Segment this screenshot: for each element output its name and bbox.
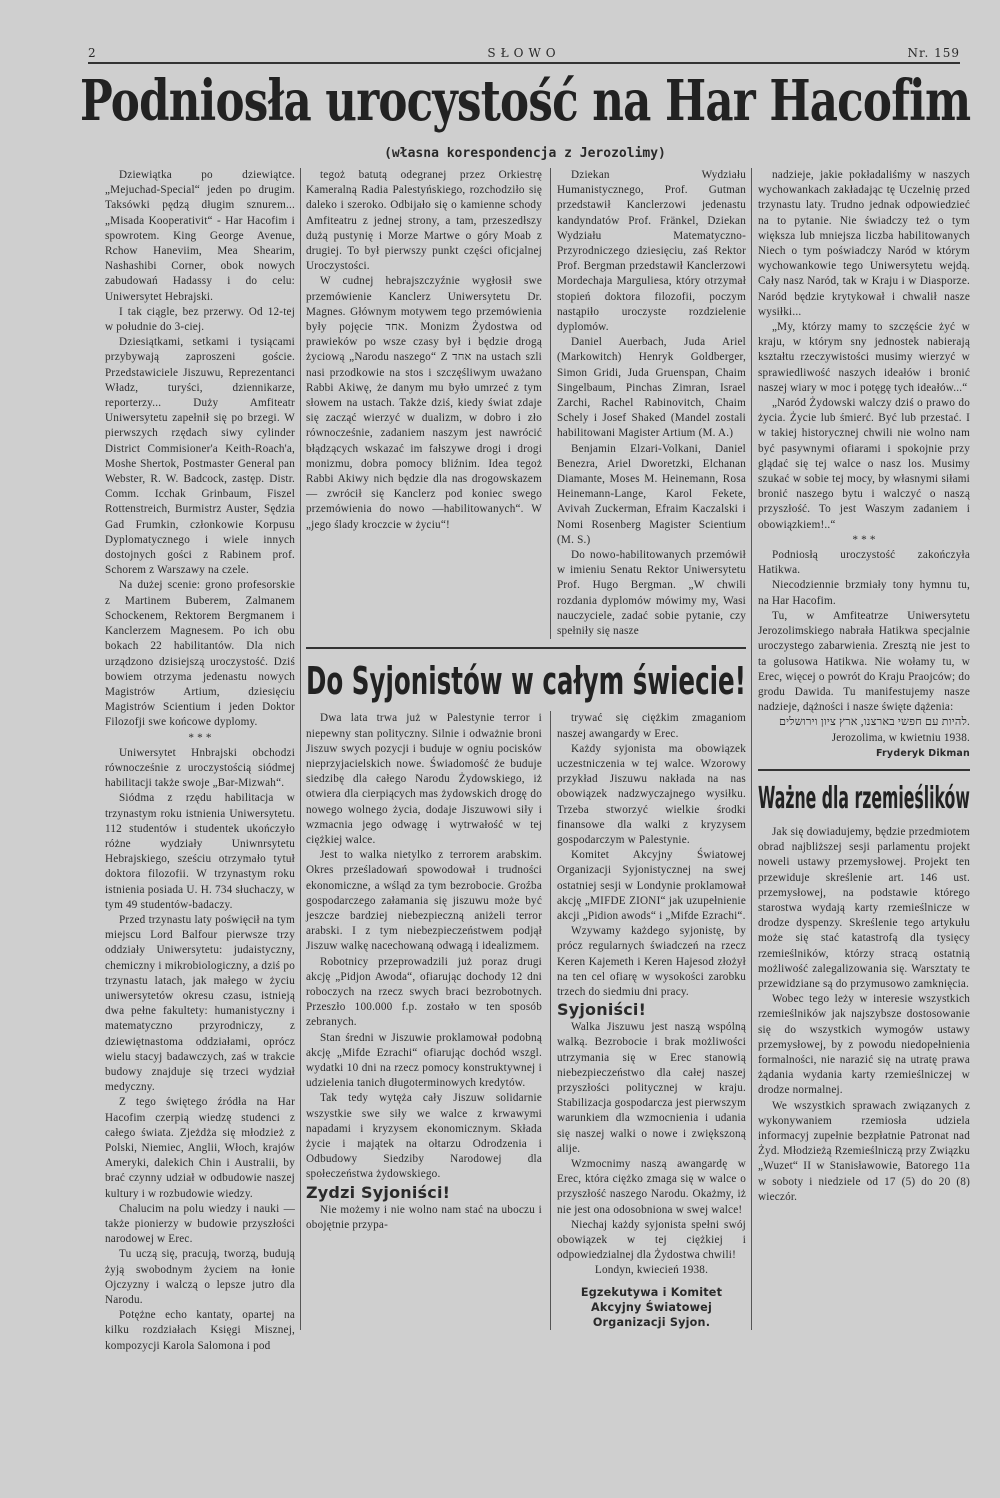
paragraph: Wzmocnimy naszą awangardę w Erec, która ciężko zmaga się w walce o przyszłość naszego Narodu. Okażmy, iż nie jest ona odosobniona w swej walce! xyxy=(557,1157,746,1216)
paragraph: Dziewiątka po dziewiątce. „Mejuchad-Special“ jeden po drugim. Taksówki pędzą długim sznurem... „Misada Kooperativit“ - Har Hacofim i spowrotem. King George Avenue, Rchow Haneviim, Mea Shearim, Nashashibi Corner, obok nowych zabudowań Hadassy i do celu: Uniwersytet Hebrajski. xyxy=(105,169,295,303)
paragraph: Przed trzynastu laty poświęcił na tym miejscu Lord Balfour pierwsze trzy oddziały Uniwersytetu: judaistyczny, chemiczny i mikrobiologiczny, a dziś po trzynastu latach, jak małego w życiu uniwersytetów okresu czasu, istnieją dwa pełne fakultety: humanistyczny i matematyczno przyrodniczy, z dziewiętnastoma oddziałami, oprócz wielu stacyj badawczych, zaś w trakcie budowy znajduje się trzeci wydział medyczny. xyxy=(105,913,295,1094)
paragraph: Do nowo-habilitowanych przemówił w imieniu Senatu Rektor Uniwersytetu Prof. Hugo Bergman. „W chwili rozdania dyplomów mówimy my, Wasi nauczyciele, zadać sobie pytanie, czy spełniły się nasze xyxy=(557,549,746,638)
crafts-headline: Ważne dla rzemieślików xyxy=(758,780,970,816)
paragraph: Daniel Auerbach, Juda Ariel (Markowitch) Henryk Goldberger, Simon Gridi, Juda Gruenspan, Chaim Singelbaum, Pinchas Zimran, Israel Zarchi, Rachel Rabinovitch, Chaim Schely i Josef Shaked (Mandel zostali habilitowani Magister Artium (M. A.) xyxy=(557,336,746,440)
paragraph: We wszystkich sprawach związanych z wykonywaniem rzemiosła udziela informacyj zupełnie bezpłatnie Patronat nad Żyd. Młodzieżą Rzemieślniczą przy Związku „Wuzet“ II w Stanisławowie, Batorego 11a w soboty i niedziele od 17 (5) do 20 (8) wieczór. xyxy=(758,1099,970,1203)
paragraph: tegoż batutą odegranej przez Orkiestrę Kameralną Radia Palestyńskiego, rozchodziło się daleko i szeroko. Odbijało się o kamienne schody Amfiteatru z jednej strony, a tam, przeszedłszy dużą pustynię i Morze Martwe o góry Moab z drugiej. To był pierwszy punkt części oficjalnej Uroczystości. xyxy=(306,169,542,273)
right-column xyxy=(758,168,970,1205)
paragraph: * * * xyxy=(852,533,876,546)
paragraph: Londyn, kwiecień 1938. xyxy=(594,1264,709,1277)
signature: Egzekutywa i Komitet Akcyjny Światowej Organizacji Syjon. xyxy=(580,1285,723,1330)
paragraph: Fryderyk Dikman xyxy=(875,747,970,759)
newspaper-name: SŁOWO xyxy=(487,46,561,60)
paragraph: Niechaj każdy syjonista spełni swój obowiązek w tej ciężkiej i odpowiedzialnej dla Żydostwa chwili! xyxy=(557,1218,746,1262)
paragraph: Niecodziennie brzmiały tony hymnu tu, na Har Hacofim. xyxy=(758,579,970,607)
section-rule xyxy=(758,769,970,771)
paragraph: „My, którzy mamy to szczęście żyć w kraju, w którym sny jednostek nabierają kształtu rzeczywistości musimy wierzyć w sprawiedliwość naszych ideałów i bronić naszej wiary w moc i potęgę tych ideałów...“ xyxy=(758,321,970,394)
paragraph: Na dużej scenie: grono profesorskie z Martinem Buberem, Zalmanem Schockenem, Rektorem Bergmanem i Kanclerzem Magnesem. Po ich obu bokach 22 habilitantów. Dla nich urządzono dzisiejszą uroczystość. Dziś bowiem otrzyma jedenastu nowych Magistrów Artium, dziesięciu Magistrów Scientium i jeden Doktor Filozofji swe końcowe dyplomy. xyxy=(105,579,295,729)
paragraph: nadzieje, jakie pokładaliśmy w naszych wychowankach zakładając tę Uczelnię przed trzynastu laty. Trudno jednak odpowiedzieć na to pytanie. Nie świadczy też o tym większa lub mniejsza liczba habilitowanych Niech o tym poświadczy Naród w którym wychowankowie tego Uniwersytetu wejdą. Cały nasz Naród, tak w Kraju i w Diasporze. Naród będzie krytykował i chwalił nasze wysiłki... xyxy=(758,169,970,318)
header-rule xyxy=(88,62,960,64)
crafts-headline-box xyxy=(758,781,970,817)
article1-column-4 xyxy=(758,168,970,761)
article1-column-2 xyxy=(306,168,542,639)
paragraph: * * * xyxy=(188,731,212,744)
paragraph: Z tego świętego źródła na Har Hacofim czerpią wiedzę studenci z całego świata. Zjeżdża się młodzież z Polski, Niemiec, Anglii, Włoch, krajów Ameryki, dalekich Chin i Australii, by brać czynny udział w odbudowie naszej kultury i w rozbudowie wiedzy. xyxy=(105,1096,295,1200)
paragraph: Benjamin Elzari-Volkani, Daniel Benezra, Ariel Dworetzki, Elchanan Diamante, Moses M. Heinemann, Rosa Heinemann-Lange, Karol Fekete, Avivah Zuckerman, Efraim Kaczalski i Nomi Rosenberg Magister Scientium (M. S.) xyxy=(557,442,746,546)
paragraph: Każdy syjonista ma obowiązek uczestniczenia w tej walce. Wzorowy przykład Jiszuwu nakłada na nas obowiązek nadzwyczajnego wysiłku. Trzeba stworzyć wielkie środki finansowe dla walki z kryzysem gospodarczym w Palestynie. xyxy=(557,742,746,846)
middle-columns xyxy=(300,168,752,1330)
article-subtitle: (własna korespondencja z Jerozolimy) xyxy=(384,146,666,161)
subheading: Syjoniści! xyxy=(557,1000,647,1020)
subheading: Zydzi Syjoniści! xyxy=(306,1182,451,1202)
paragraph: Nie możemy i nie wolno nam stać na uboczu i obojętnie przypa- xyxy=(306,1203,542,1231)
paragraph: Tu uczą się, pracują, tworzą, budują żyją swobodnym życiem na łonie Ojczyzny i walczą o lepsze jutro dla Narodu. xyxy=(105,1248,295,1307)
paragraph: Wobec tego leży w interesie wszystkich rzemieślników jak najszybsze dostosowanie się do wszystkich wymogów ustawy przemysłowej, by z powodu niedopełnienia formalności, nie narazić się na utratę prawa żądania wydania karty rzemieślniczej w drodze normalnej. xyxy=(758,993,970,1097)
paragraph: W cudnej hebrajszczyźnie wygłosił swe przemówienie Kanclerz Uniwersytetu Dr. Magnes. Głównym motywem tego przemówienia były pojęcie אחד. Monizm Żydostwa od prawieków po wsze czasy był i będzie drogą życiową „Narodu naszego“ Z אחד na ustach szli nasi przodkowie na stos i szczęśliwym uważano Rabbi Akiwę, że danym mu było umrzeć z tym słowem na ustach. Także dziś, kiedy świat zdaje się zacząć wierzyć w dualizm, w dobro i zło równocześnie, zadaniem naszym jest nawrócić błądzących wskazać im fałszywe drogi i drogi monizmu, dobra pomocy bliźnim. Idea tegoż Rabbi Akiwy nich będzie dla nas drogowskazem — zwrócił się Kanclerz pod koniec swego przemówienia do nowo —habilitowanych“. W „jego ślady kroczcie w życiu“! xyxy=(306,275,542,531)
appeal-row xyxy=(306,711,746,1330)
paragraph: להיות עם חפשי בארצנו, ארץ ציון וירושלים. xyxy=(778,716,970,729)
page-number: 2 xyxy=(88,46,97,60)
paragraph: Walka Jiszuwu jest naszą wspólną walką. Bezrobocie i brak możliwości utrzymania się w Erec stanowią niebezpieczeństwo dla całej naszej przyszłości politycznej w kraju. Stabilizacja gospodarcza jest pierwszym warunkiem dla wzmocnienia i udania się naszej walki o nowe i zwiększoną alije. xyxy=(557,1021,746,1155)
article1-column-3 xyxy=(550,168,746,639)
paragraph: „Naród Żydowski walczy dziś o prawo do życia. Życie lub śmierć. Być lub przestać. I w takiej historycznej chwili nie wolno nam być pasywnymi ofiarami i spokojnie przy glądać się tej walce o nasz los. Musimy szukać w sobie tej mocy, by własnymi siłami bronić naszego bytu i walczyć o naszą przyszłość. To jest Waszym zadaniem i obowiązkiem!..“ xyxy=(758,397,970,531)
article1-column-1 xyxy=(105,168,295,1354)
paragraph: Dwa lata trwa już w Palestynie terror i niepewny stan polityczny. Silnie i odważnie broni Jiszuw swych pozycji i buduje w ogniu pocisków nieprzyjacielskich nowe. Świadomość że buduje siedzibę dla całego Narodu Żydowskiego, iż otwiera dla cierpiących mas żydowskich drogę do nowego wolnego życia, dodaje Jiszuwowi siły i wzmacnia jego odwagę i wytrwałość w tej ciężkiej walce. xyxy=(306,712,542,846)
paragraph: Dziesiątkami, setkami i tysiącami przybywają zaproszeni goście. Przedstawiciele Jiszuwu, Reprezentanci Władz, turyści, dziennikarze, reporterzy... Duży Amfiteatr Uniwersytetu zapełnił się po brzegi. W pierwszych rzędach siwy cylinder District Commisioner'a Keith-Roach'a, Moshe Shertok, Postmaster General pan Webster, R. W. Badcock, zastęp. Distr. Comm. Icchak Grinbaum, Fiszel Rottenstreich, Burmistrz Auster, Sędzia Gad Frumkin, członkowie Korpusu Dyplomatycznego i wiele innych dostojnych gości z Rabinem prof. Schorem z Warszawy na czele. xyxy=(105,336,295,577)
crafts-article-body xyxy=(758,825,970,1205)
appeal-headline-box xyxy=(306,659,746,703)
paragraph: Tu, w Amfiteatrze Uniwersytetu Jerozolimskiego nabrała Hatikwa specjalnie uroczystego zabarwienia. Zresztą nie jest to ta golusowa Hatikwa. Nie wołamy tu, w Erec, więcej o powrót do Kraju Praojców; do grodu Dawida. Tu manifestujemy nasze nadzieje, dążności i nasze święte dążenia: xyxy=(758,609,970,714)
paragraph: Stan średni w Jiszuwie proklamował podobną akcję „Mifde Ezrachi“ ofiarując dochód wszgl. wydatki 10 dni na rzecz pomocy konstruktywnej i udzielenia tanich długoterminowych kredytów. xyxy=(306,1031,542,1090)
paragraph: Dziekan Wydziału Humanistycznego, Prof. Gutman przedstawił Kanclerzowi jedenastu kandyndatów Prof. Fränkel, Dziekan Wydziału Matematyczno-Przyrodniczego dziesięciu, zaś Rektor Prof. Bergman przedstawił Kanclerzowi Mordechaja Marguliesa, który otrzymał stopień doktora filozofii, poczym nastąpiło uroczyste rozdzielenie dyplomów. xyxy=(557,169,746,334)
appeal-column-2 xyxy=(550,711,746,1330)
headline-box xyxy=(80,68,970,138)
paragraph: Potężne echo kantaty, opartej na kilku rozdziałach Księgi Misznej, kompozycji Karola Salomona i pod xyxy=(105,1309,295,1352)
paragraph: Jest to walka nietylko z terrorem arabskim. Okres prześladowań spowodował i trudności ekonomiczne, a wśląd za tym bezrobocie. Groźba gospodarczego załamania się jiszuwu może być jeszcze bardziej niebezpieczną aniżeli terror arabski. I z tym niebezpieczeństwem podjął Jiszuw walkę nacechowaną odwagą i idealizmem. xyxy=(306,849,542,953)
paragraph: Siódma z rzędu habilitacja w trzynastym roku istnienia Uniwersytetu. 112 studentów i studentek ukończyło różne wydziały Uniwnrsytetu Hebrajskiego, sześciu otrzymało tytuł doktora filozofii. W trzynastym roku istnienia posiada U. H. 734 słuchaczy, w tym 49 studentów-badaczy. xyxy=(105,792,295,911)
article-headline: Podniosła urocystość na Har Hacofim xyxy=(80,68,971,134)
paragraph: Jak się dowiadujemy, będzie przedmiotem obrad najbliższej sesji parlamentu projekt noweli ustawy przemysłowej. Projekt ten przewiduje skreślenie art. 146 ust. przemysłowej, na podstawie którego starostwa wydają karty rzemieślnicze w drodze dyspenzy. Skreślenie tego artykułu może się stać katastrofą dla tysięcy rzemieślników, którzy stracą ostatnią możliwość zalegalizowania się. Warsztaty te przewidziane są do przymusowo zamknięcia. xyxy=(758,825,970,990)
page-header xyxy=(88,46,960,62)
issue-number: Nr. 159 xyxy=(907,46,960,60)
paragraph: trywać się ciężkim zmaganiom naszej awangardy w Erec. xyxy=(557,712,746,740)
paragraph: Komitet Akcyjny Światowej Organizacji Syjonistycznej na swej ostatniej sesji w Londynie proklamował akcję „MIFDE ZIONI“ jak uzupełnienie akcji „Pidion awods“ i „Mifde Ezrachi“. xyxy=(557,849,746,922)
paragraph: Jerozolima, w kwietniu 1938. xyxy=(831,731,970,744)
paragraph: Podniosłą uroczystość zakończyła Hatikwa. xyxy=(758,549,970,577)
section-rule xyxy=(306,647,746,649)
paragraph: Robotnicy przeprowadzili już poraz drugi akcję „Pidjon Awoda“, ofiarując dochody 12 dni roboczych na rzecz swych braci bezrobotnych. Przeszło 100.000 f.p. zostało w ten sposób zebranych. xyxy=(306,955,542,1029)
appeal-column-1 xyxy=(306,711,542,1330)
appeal-headline: Do Syjonistów w całym świecie! xyxy=(306,659,746,704)
paragraph: Chalucim na polu wiedzy i nauki — także pionierzy w budowie przyszłości narodowej w Erec. xyxy=(105,1202,295,1246)
paragraph: Tak tedy wytęża cały Jiszuw solidarnie wszystkie swe siły we walce z krwawymi napadami i kryzysem ekonomicznym. Składa życie i majątek na ołtarzu Odrodzenia i Odbudowy Siedziby Narodowej dla społeczeństwa żydowskiego. xyxy=(306,1092,542,1181)
paragraph: I tak ciągle, bez przerwy. Od 12-tej w południe do 3-ciej. xyxy=(105,305,295,334)
paragraph: Uniwersytet Hnbrajski obchodzi równocześnie z uroczystością siódmej habilitacji także swoje „Bar-Mizwah“. xyxy=(105,746,295,790)
article1-middle-row xyxy=(306,168,746,639)
paragraph: Wzywamy każdego syjonistę, by prócz regularnych świadczeń na rzecz Keren Kajemeth i Keren Hajesod złożył na ten cel ofiarę w wysokości zarobku trzech do siedmiu dni pracy. xyxy=(557,925,746,998)
